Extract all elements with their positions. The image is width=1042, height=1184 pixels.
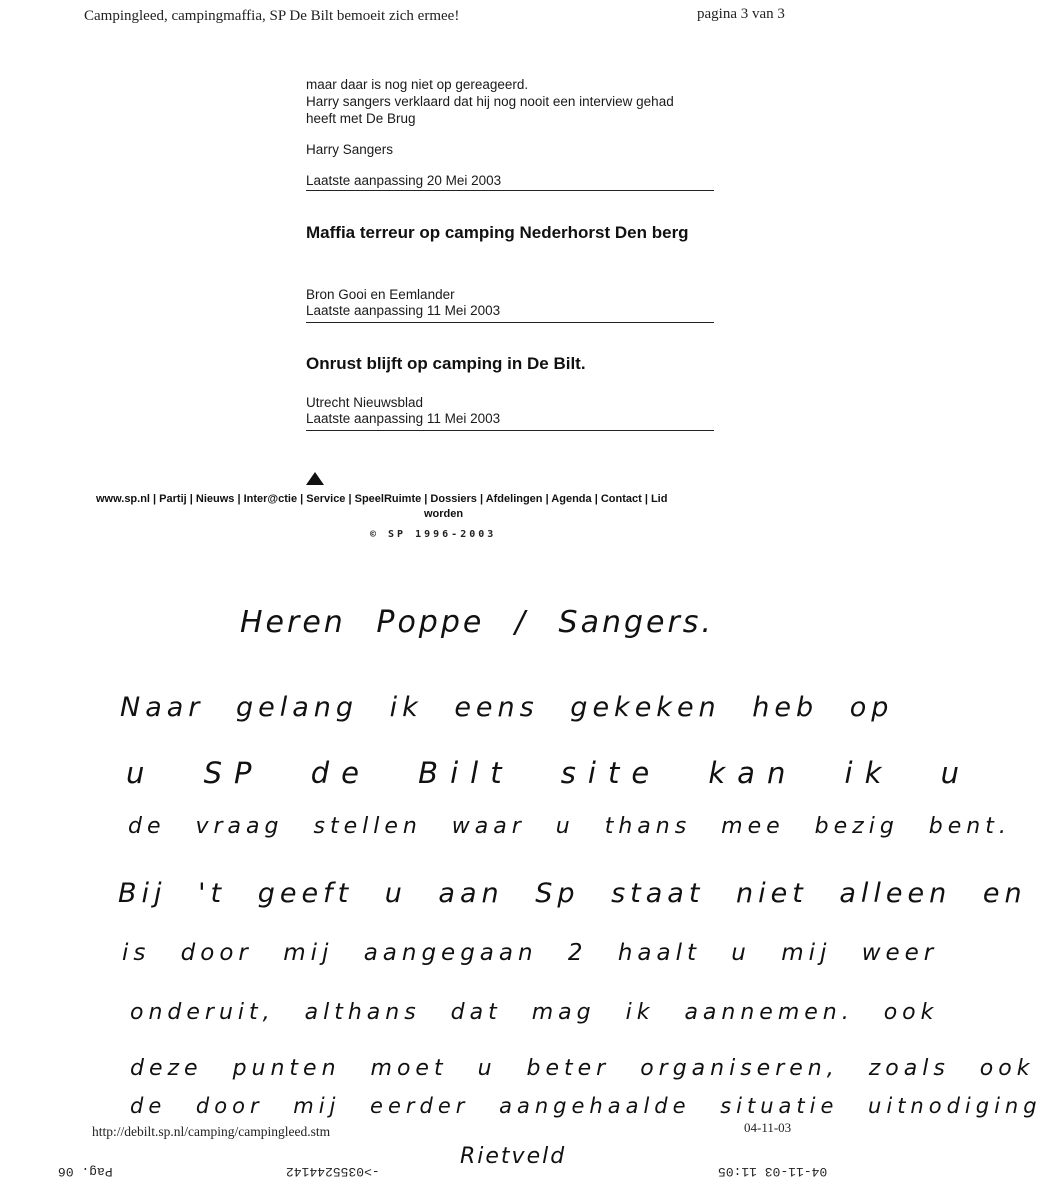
fax-page-number: Pag. 06	[58, 1164, 113, 1179]
article-headline-link[interactable]: Onrust blijft op camping in De Bilt.	[306, 354, 586, 373]
last-updated: Laatste aanpassing 11 Mei 2003	[306, 411, 501, 426]
intro-line: heeft met De Brug	[306, 111, 416, 126]
last-updated: Laatste aanpassing 20 Mei 2003	[306, 173, 502, 188]
handwritten-line: onderuit, althans dat mag ik aannemen. ook	[130, 1000, 939, 1025]
intro-line: Harry sangers verklaard dat hij nog nooit een interview gehad	[306, 94, 674, 109]
handwritten-line: de door mij eerder aangehaalde situatie uitnodiging	[130, 1094, 1042, 1118]
print-footer-date: 04-11-03	[744, 1120, 792, 1135]
handwritten-line: Bij 't geeft u aan Sp staat niet alleen en	[118, 878, 1027, 909]
print-footer-url: http://debilt.sp.nl/camping/campingleed.stm	[92, 1124, 331, 1139]
site-nav-links[interactable]: www.sp.nl | Partij | Nieuws | Inter@ctie | Service | SpeelRuimte | Dossiers | Afdelingen | Agenda | Contact | Lid	[96, 493, 668, 505]
article-source: Utrecht Nieuwsblad	[306, 395, 424, 410]
intro-line: maar daar is nog niet op gereageerd.	[306, 77, 529, 92]
article-intro	[306, 76, 714, 127]
divider	[306, 430, 714, 431]
fax-datetime: 04-11-03 11:05	[718, 1164, 828, 1179]
site-nav-links-cont[interactable]: worden	[424, 508, 464, 520]
article-author: Harry Sangers	[306, 142, 394, 157]
print-header-title: Campingleed, campingmaffia, SP De Bilt bemoeit zich ermee!	[84, 8, 460, 24]
divider	[306, 190, 714, 191]
handwritten-line: deze punten moet u beter organiseren, zoals ook	[130, 1056, 1035, 1081]
fax-number: ->0355244142	[286, 1164, 380, 1179]
back-to-top-arrow-icon[interactable]	[306, 472, 324, 485]
divider	[306, 322, 714, 323]
handwritten-line: u SP de Bilt site kan ik u	[126, 756, 971, 790]
last-updated: Laatste aanpassing 11 Mei 2003	[306, 303, 501, 318]
handwritten-line: is door mij aangegaan 2 haalt u mij weer	[122, 940, 939, 966]
handwritten-line: Naar gelang ik eens gekeken heb op	[120, 692, 894, 723]
article-headline-link[interactable]: Maffia terreur op camping Nederhorst Den berg	[306, 223, 689, 242]
print-page-number: pagina 3 van 3	[697, 6, 785, 22]
handwritten-signature: Rietveld	[460, 1144, 567, 1169]
copyright: © SP 1996-2003	[370, 529, 497, 540]
handwritten-salutation: Heren Poppe / Sangers.	[240, 605, 714, 640]
article-source: Bron Gooi en Eemlander	[306, 287, 455, 302]
handwritten-line: de vraag stellen waar u thans mee bezig bent.	[128, 814, 1011, 839]
